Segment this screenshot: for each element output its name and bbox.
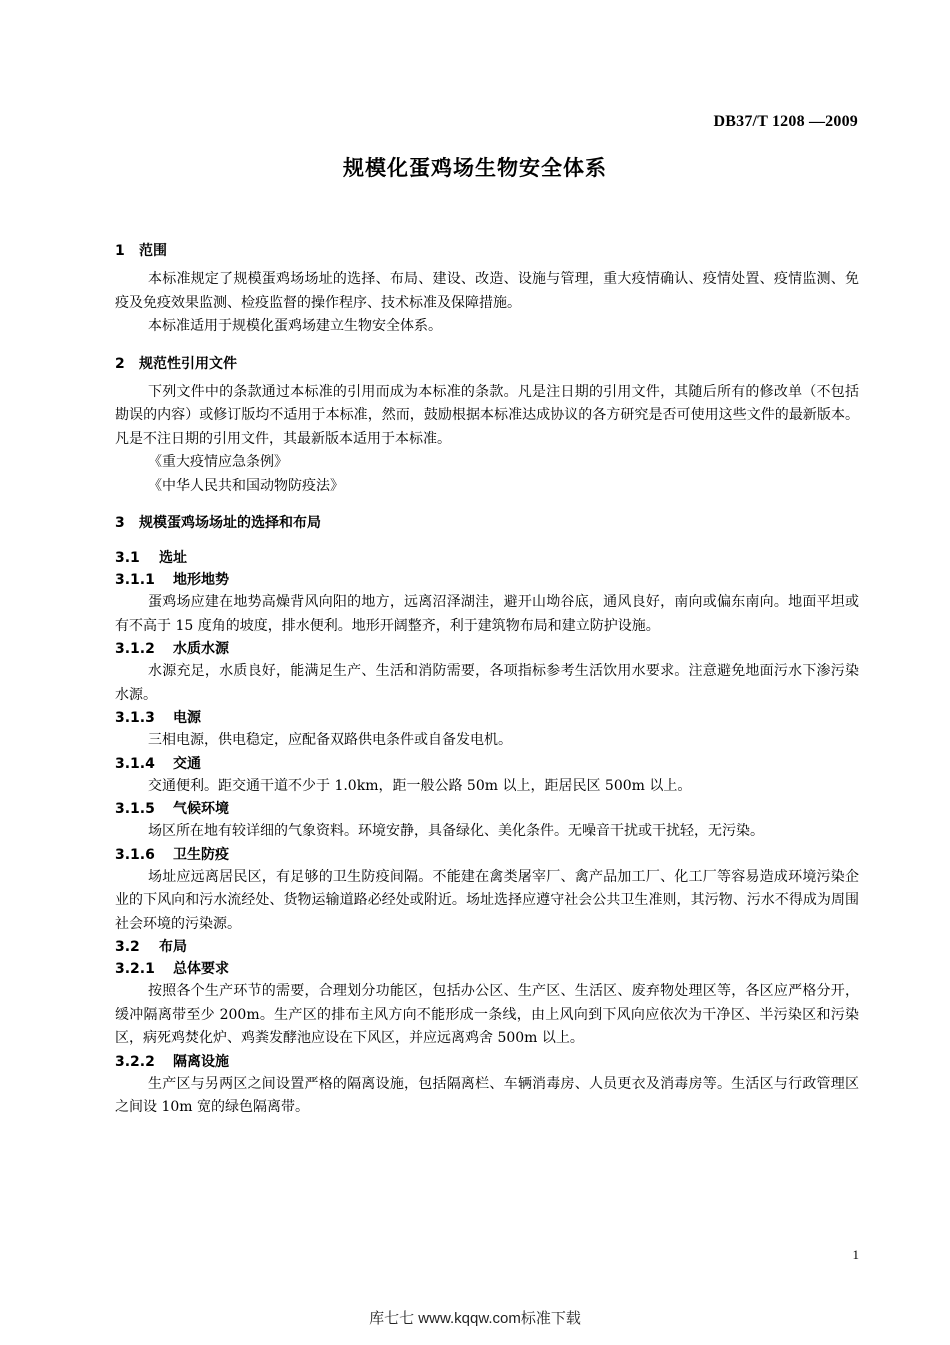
section-1 bbox=[115, 241, 859, 339]
clause-number: 3.1.2 bbox=[115, 641, 155, 657]
section-number: 3 bbox=[115, 515, 125, 531]
section-2 bbox=[115, 354, 859, 499]
subsection-title: 布局 bbox=[159, 939, 187, 955]
section-heading bbox=[115, 241, 859, 261]
clause-heading bbox=[115, 1051, 859, 1073]
clause-heading bbox=[115, 798, 859, 820]
document-title: 规模化蛋鸡场生物安全体系 bbox=[343, 156, 607, 180]
clause-heading bbox=[115, 707, 859, 729]
section-heading bbox=[115, 354, 859, 374]
reference-item: 《重大疫情应急条例》 bbox=[148, 454, 288, 470]
section-number: 1 bbox=[115, 243, 125, 259]
paragraph: 场址应远离居民区，有足够的卫生防疫间隔。不能建在禽类屠宰厂、禽产品加工厂、化工厂等容易造成环境污染企业的下风向和污水流经处、货物运输道路必经处或附近。场址选择应遵守社会公共卫生准则，其污物、污水不得成为周围社会环境的污染源。 bbox=[115, 868, 859, 932]
subsection-title: 选址 bbox=[159, 550, 187, 566]
clause-number: 3.1.1 bbox=[115, 572, 155, 588]
clause-heading bbox=[115, 753, 859, 775]
clause-heading bbox=[115, 844, 859, 866]
subsection-number: 3.1 bbox=[115, 550, 140, 566]
section-title: 范围 bbox=[139, 243, 167, 259]
page-number: 1 bbox=[852, 1247, 859, 1262]
clause-heading bbox=[115, 958, 859, 980]
section-number: 2 bbox=[115, 355, 125, 372]
clause-number: 3.1.6 bbox=[115, 846, 155, 863]
paragraph: 场区所在地有较详细的气象资料。环境安静，具备绿化、美化条件。无噪音干扰或干扰轻，无污染。 bbox=[148, 823, 764, 839]
clause-title: 气候环境 bbox=[173, 801, 229, 817]
section-title: 规范性引用文件 bbox=[139, 355, 237, 372]
clause-title: 电源 bbox=[173, 710, 201, 726]
clause-title: 水质水源 bbox=[173, 641, 229, 657]
clause-number: 3.2.1 bbox=[115, 961, 155, 977]
clause-heading bbox=[115, 638, 859, 660]
section-heading bbox=[115, 513, 859, 533]
paragraph: 蛋鸡场应建在地势高燥背风向阳的地方，远离沼泽湖洼，避开山坳谷底，通风良好，南向或偏东南向。地面平坦或有不高于 15 度角的坡度，排水便利。地形开阔整齐，利于建筑物布局和建立防护设施。 bbox=[115, 594, 859, 634]
reference-item: 《中华人民共和国动物防疫法》 bbox=[148, 477, 344, 494]
clause-number: 3.2.2 bbox=[115, 1053, 155, 1070]
paragraph: 本标准规定了规模蛋鸡场场址的选择、布局、建设、改造、设施与管理，重大疫情确认、疫情处置、疫情监测、免疫及免疫效果监测、检疫监督的操作程序、技术标准及保障措施。 bbox=[115, 271, 859, 311]
paragraph: 水源充足，水质良好，能满足生产、生活和消防需要，各项指标参考生活饮用水要求。注意避免地面污水下渗污染水源。 bbox=[115, 663, 859, 703]
document-body bbox=[115, 232, 859, 1120]
clause-heading bbox=[115, 569, 859, 591]
clause-title: 交通 bbox=[173, 755, 201, 772]
subsection-heading bbox=[115, 547, 859, 569]
clause-title: 地形地势 bbox=[173, 572, 229, 588]
clause-number: 3.1.4 bbox=[115, 755, 155, 772]
clause-title: 总体要求 bbox=[173, 961, 229, 977]
clause-title: 卫生防疫 bbox=[173, 846, 229, 863]
document-code: DB37/T 1208 —2009 bbox=[713, 113, 858, 130]
paragraph: 三相电源，供电稳定，应配备双路供电条件或自备发电机。 bbox=[148, 732, 512, 748]
paragraph: 交通便利。距交通干道不少于 1.0km，距一般公路 50m 以上，距居民区 500m 以上。 bbox=[148, 777, 692, 794]
paragraph: 按照各个生产环节的需要，合理划分功能区，包括办公区、生产区、生活区、废弃物处理区等，各区应严格分开，缓冲隔离带至少 200m。生产区的排布主风方向不能形成一条线，由上风向到下风向应依次为干净区、半污染区和污染区，病死鸡焚化炉、鸡粪发酵池应设在下风区，并应远离鸡舍 500m 以上。 bbox=[115, 983, 859, 1046]
paragraph: 生产区与另两区之间设置严格的隔离设施，包括隔离栏、车辆消毒房、人员更衣及消毒房等。生活区与行政管理区之间设 10m 宽的绿色隔离带。 bbox=[115, 1075, 859, 1115]
section-3 bbox=[115, 513, 859, 1120]
subsection-number: 3.2 bbox=[115, 939, 140, 955]
clause-number: 3.1.5 bbox=[115, 801, 155, 817]
clause-title: 隔离设施 bbox=[173, 1053, 229, 1070]
subsection-heading bbox=[115, 936, 859, 958]
paragraph: 本标准适用于规模化蛋鸡场建立生物安全体系。 bbox=[148, 318, 442, 334]
paragraph: 下列文件中的条款通过本标准的引用而成为本标准的条款。凡是注日期的引用文件，其随后所有的修改单（不包括勘误的内容）或修订版均不适用于本标准，然而，鼓励根据本标准达成协议的各方研究是否可使用这些文件的最新版本。凡是不注日期的引用文件，其最新版本适用于本标准。 bbox=[115, 383, 859, 447]
section-title: 规模蛋鸡场场址的选择和布局 bbox=[139, 515, 321, 531]
download-watermark: 库七七 www.kqqw.com标准下载 bbox=[369, 1310, 581, 1327]
clause-number: 3.1.3 bbox=[115, 710, 155, 726]
